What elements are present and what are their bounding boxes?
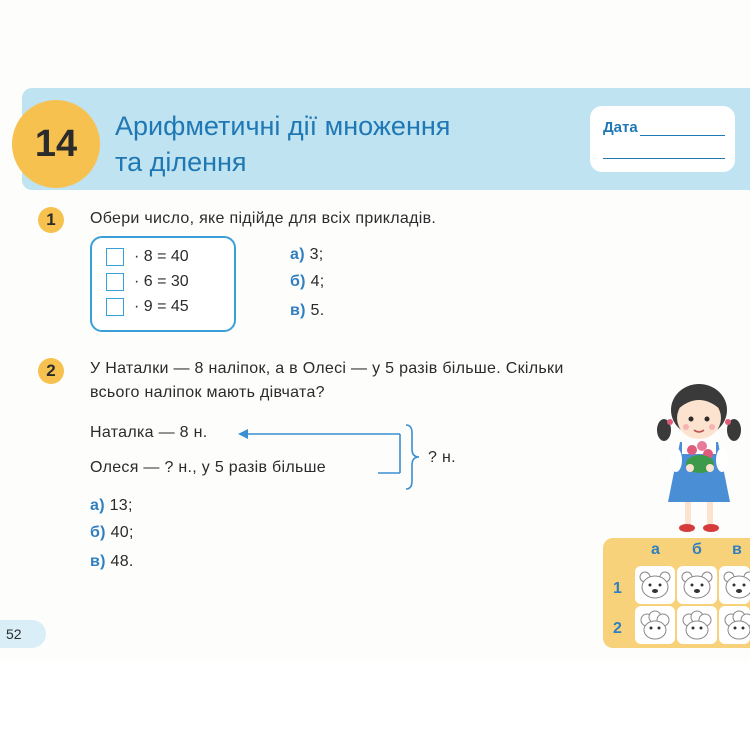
task-1-prompt: Обери число, яке підійде для всіх прикладів. bbox=[90, 210, 437, 227]
task-1-option-c[interactable] bbox=[290, 299, 324, 323]
grid-row-2: 2 bbox=[613, 620, 622, 637]
option-value: 48. bbox=[110, 553, 134, 570]
task-2-option-a[interactable] bbox=[90, 494, 133, 518]
title-line-1: Арифметичні дії множення bbox=[115, 111, 451, 141]
option-letter: в) bbox=[90, 553, 106, 570]
grid-row-1: 1 bbox=[613, 580, 622, 597]
grid-cell-2a[interactable] bbox=[635, 606, 675, 644]
bear-icon bbox=[635, 566, 675, 604]
option-letter: а) bbox=[90, 497, 105, 514]
grid-cell-1c[interactable] bbox=[719, 566, 750, 604]
grid-col-a: а bbox=[651, 541, 660, 558]
task-1-option-a[interactable] bbox=[290, 243, 324, 267]
answer-square[interactable] bbox=[106, 273, 124, 291]
date-line-second[interactable] bbox=[603, 158, 725, 159]
task-1-number: 1 bbox=[38, 207, 64, 233]
task-2-prompt-line-2: всього наліпок мають дівчата? bbox=[90, 384, 325, 401]
scheme-arrows bbox=[230, 420, 420, 490]
bear-icon bbox=[677, 566, 717, 604]
curly-brace bbox=[404, 423, 424, 491]
option-value: 3; bbox=[309, 246, 324, 263]
grid-col-b: б bbox=[692, 541, 702, 558]
example-row-1 bbox=[106, 246, 189, 268]
task-2-option-b[interactable] bbox=[90, 521, 134, 545]
title-line-2: та ділення bbox=[115, 147, 247, 177]
task-1-option-b[interactable] bbox=[290, 270, 325, 294]
sheep-icon bbox=[635, 606, 675, 644]
scheme-natalka: Наталка — 8 н. bbox=[90, 424, 208, 441]
example-row-3 bbox=[106, 296, 189, 318]
date-label: Дата bbox=[603, 119, 638, 136]
example-text: · 9 = 45 bbox=[134, 298, 189, 315]
answer-square[interactable] bbox=[106, 248, 124, 266]
date-line[interactable] bbox=[640, 135, 725, 136]
task-2-number: 2 bbox=[38, 358, 64, 384]
option-value: 40; bbox=[110, 524, 134, 541]
girl-illustration bbox=[650, 382, 750, 542]
example-text: · 8 = 40 bbox=[134, 248, 189, 265]
option-value: 5. bbox=[310, 302, 325, 319]
option-letter: в) bbox=[290, 302, 306, 319]
grid-cell-1b[interactable] bbox=[677, 566, 717, 604]
lesson-badge bbox=[12, 100, 100, 188]
example-row-2 bbox=[106, 271, 189, 293]
date-box bbox=[590, 106, 735, 172]
grid-col-c: в bbox=[732, 541, 742, 558]
task-2-prompt-line-1: У Наталки — 8 наліпок, а в Олесі — у 5 разів більше. Скільки bbox=[90, 360, 564, 377]
option-value: 4; bbox=[310, 273, 325, 290]
bear-icon bbox=[719, 566, 750, 604]
example-text: · 6 = 30 bbox=[134, 273, 189, 290]
page-title bbox=[115, 108, 450, 180]
option-letter: б) bbox=[90, 524, 106, 541]
grid-cell-2b[interactable] bbox=[677, 606, 717, 644]
option-letter: а) bbox=[290, 246, 305, 263]
option-value: 13; bbox=[109, 497, 133, 514]
sheep-icon bbox=[719, 606, 750, 644]
option-letter: б) bbox=[290, 273, 306, 290]
scheme-olesia: Олеся — ? н., у 5 разів більше bbox=[90, 459, 326, 476]
lesson-number: 14 bbox=[34, 122, 78, 165]
task-2-option-c[interactable] bbox=[90, 550, 134, 574]
scheme-total: ? н. bbox=[428, 449, 456, 466]
answer-square[interactable] bbox=[106, 298, 124, 316]
grid-cell-2c[interactable] bbox=[719, 606, 750, 644]
sheep-icon bbox=[677, 606, 717, 644]
page-number: 52 bbox=[0, 620, 46, 648]
grid-cell-1a[interactable] bbox=[635, 566, 675, 604]
bottom-margin bbox=[0, 660, 750, 750]
